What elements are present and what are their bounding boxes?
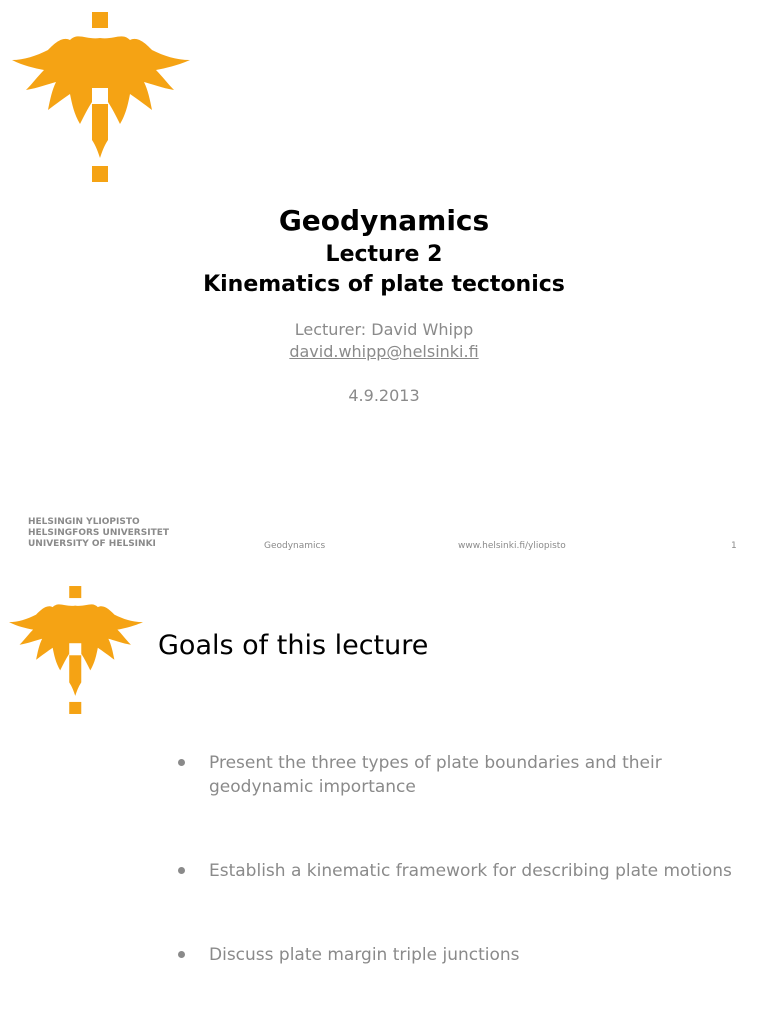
lecturer-name: Lecturer: David Whipp [294, 320, 474, 339]
footer-university-line: UNIVERSITY OF HELSINKI [28, 539, 156, 549]
footer-course-name: Geodynamics [264, 541, 326, 551]
bullet-icon [178, 951, 185, 958]
bullet-icon [178, 867, 185, 874]
lecture-date: 4.9.2013 [348, 386, 420, 405]
list-item-text: Present the three types of plate boundaries and their geodynamic importance [209, 753, 662, 797]
university-flame-logo-icon [6, 584, 146, 716]
university-flame-logo-icon [8, 10, 194, 184]
footer-page-number: 1 [731, 541, 737, 551]
footer-university-name [28, 517, 169, 550]
footer-url: www.helsinki.fi/yliopisto [458, 541, 566, 551]
list-item-text: Establish a kinematic framework for describing plate motions [209, 861, 732, 881]
list-item-text: Discuss plate margin triple junctions [209, 945, 520, 965]
footer-university-line: HELSINGIN YLIOPISTO [28, 517, 140, 527]
lecture-topic: Kinematics of plate tectonics [203, 272, 565, 297]
lecturer-email-link[interactable]: david.whipp@helsinki.fi [289, 342, 479, 361]
lecture-number: Lecture 2 [325, 242, 443, 267]
footer-university-line: HELSINGFORS UNIVERSITET [28, 528, 169, 538]
presentation-title: Geodynamics [278, 204, 490, 237]
slide-title: Goals of this lecture [158, 630, 429, 661]
goals-slide [0, 568, 768, 1024]
bullet-icon [178, 759, 185, 766]
